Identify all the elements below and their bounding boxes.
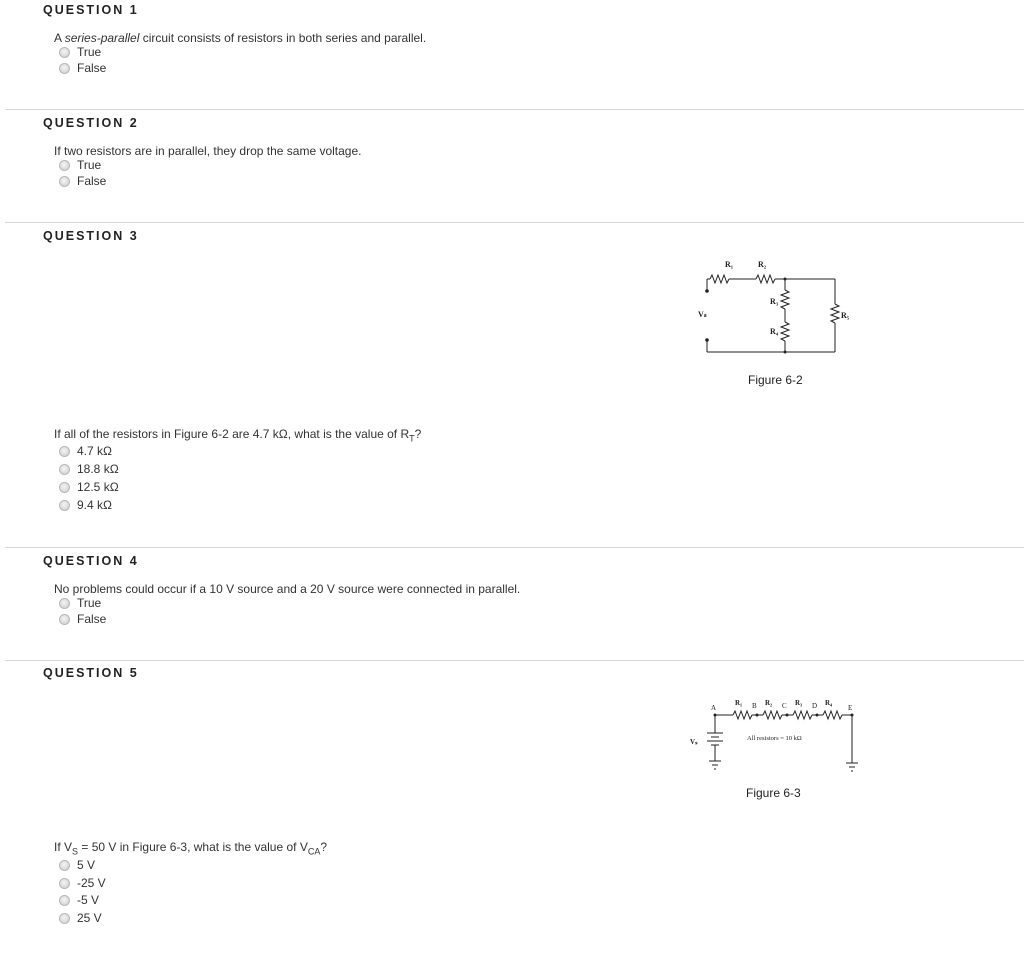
label-r5: R₅ bbox=[841, 311, 850, 320]
question-4-option-false[interactable]: False bbox=[59, 611, 106, 627]
question-3-text: If all of the resistors in Figure 6-2 are 4.7 kΩ, what is the value of $R_T$? bbox=[54, 427, 422, 444]
radio-button[interactable] bbox=[59, 482, 70, 493]
radio-button[interactable] bbox=[59, 598, 70, 609]
question-1-option-true[interactable]: True bbox=[59, 44, 101, 60]
label-r4: R₄ bbox=[825, 699, 833, 707]
label-r1: R₁ bbox=[725, 260, 734, 269]
label-vs: Vₛ bbox=[690, 738, 698, 746]
radio-button[interactable] bbox=[59, 464, 70, 475]
question-3-option-1[interactable]: 4.7 kΩ bbox=[59, 443, 112, 459]
question-divider bbox=[5, 660, 1024, 661]
question-1-option-false[interactable]: False bbox=[59, 60, 106, 76]
question-5-option-2[interactable]: -25 V bbox=[59, 875, 106, 891]
question-5-title: QUESTION 5 bbox=[43, 666, 139, 680]
question-2-option-true[interactable]: True bbox=[59, 157, 101, 173]
label-r3: R₃ bbox=[795, 699, 803, 707]
node-c-label: C bbox=[782, 702, 787, 710]
node-d-label: D bbox=[812, 702, 818, 710]
question-2-option-false[interactable]: False bbox=[59, 173, 106, 189]
radio-button[interactable] bbox=[59, 614, 70, 625]
label-r2: R₂ bbox=[765, 699, 773, 707]
question-2-title: QUESTION 2 bbox=[43, 116, 139, 130]
radio-button[interactable] bbox=[59, 160, 70, 171]
label-r2: R₂ bbox=[758, 260, 767, 269]
radio-button[interactable] bbox=[59, 446, 70, 457]
radio-button[interactable] bbox=[59, 63, 70, 74]
radio-button[interactable] bbox=[59, 176, 70, 187]
question-1-title: QUESTION 1 bbox=[43, 3, 139, 17]
label-r1: R₁ bbox=[735, 699, 743, 707]
figure-6-3-circuit bbox=[685, 695, 865, 785]
label-r4: R₄ bbox=[770, 327, 779, 336]
node-a-label: A bbox=[711, 704, 717, 712]
question-1-text: A series-parallel circuit consists of resistors in both series and parallel. bbox=[54, 31, 427, 45]
radio-button[interactable] bbox=[59, 860, 70, 871]
radio-button[interactable] bbox=[59, 913, 70, 924]
node-b-label: B bbox=[752, 702, 757, 710]
radio-button[interactable] bbox=[59, 47, 70, 58]
label-r3: R₃ bbox=[770, 297, 779, 306]
question-5-option-3[interactable]: -5 V bbox=[59, 892, 99, 908]
question-4-text: No problems could occur if a 10 V source and a 20 V source were connected in parallel. bbox=[54, 582, 521, 596]
question-5-text: If $V_S = 50$ V in Figure 6-3, what is the value of $V_{CA}$? bbox=[54, 840, 328, 857]
resistor-value-note: All resistors = 10 kΩ bbox=[747, 735, 802, 742]
radio-button[interactable] bbox=[59, 878, 70, 889]
question-divider bbox=[5, 222, 1024, 223]
question-divider bbox=[5, 109, 1024, 110]
question-5-option-4[interactable]: 25 V bbox=[59, 910, 102, 926]
question-3-option-4[interactable]: 9.4 kΩ bbox=[59, 497, 112, 513]
radio-button[interactable] bbox=[59, 895, 70, 906]
question-4-option-true[interactable]: True bbox=[59, 595, 101, 611]
node-e-label: E bbox=[848, 704, 853, 712]
question-3-option-3[interactable]: 12.5 kΩ bbox=[59, 479, 119, 495]
question-2-text: If two resistors are in parallel, they drop the same voltage. bbox=[54, 144, 362, 158]
figure-6-2-caption: Figure 6-2 bbox=[748, 373, 803, 387]
radio-button[interactable] bbox=[59, 500, 70, 511]
figure-6-2-circuit bbox=[690, 255, 860, 365]
question-4-title: QUESTION 4 bbox=[43, 554, 139, 568]
question-3-title: QUESTION 3 bbox=[43, 229, 139, 243]
question-divider bbox=[5, 547, 1024, 548]
question-5-option-1[interactable]: 5 V bbox=[59, 857, 95, 873]
label-vs: Vₛ bbox=[698, 310, 707, 319]
question-3-option-2[interactable]: 18.8 kΩ bbox=[59, 461, 119, 477]
figure-6-3-caption: Figure 6-3 bbox=[746, 786, 801, 800]
